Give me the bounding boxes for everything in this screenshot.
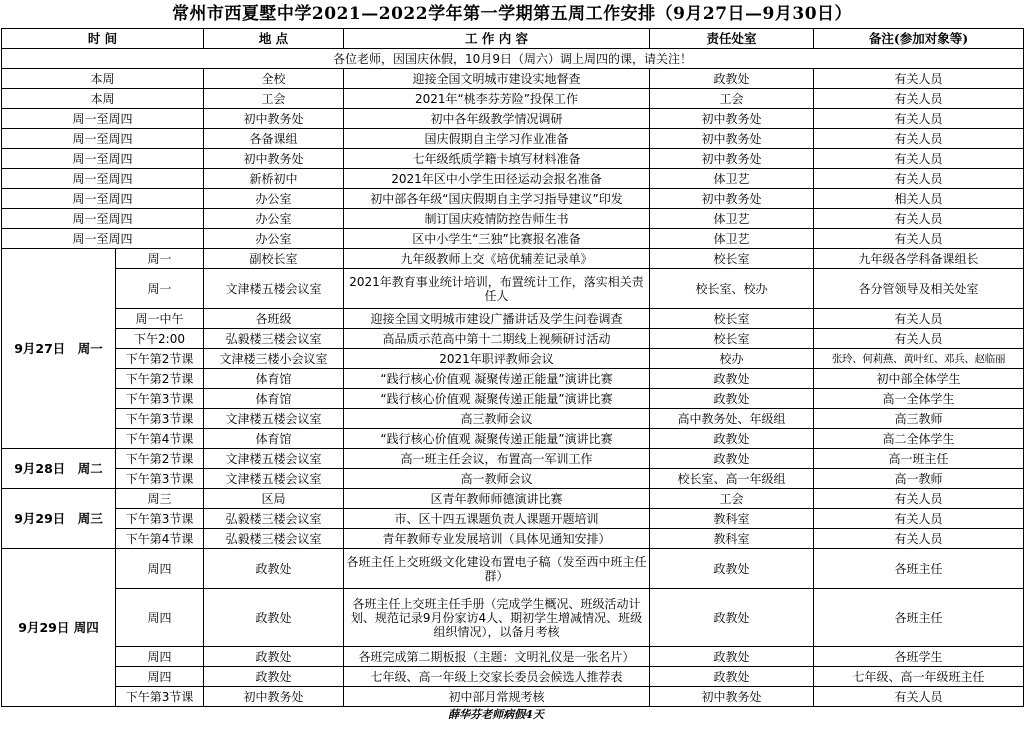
place-cell: 办公室 — [204, 189, 344, 209]
content-cell: 区中小学生“三独”比赛报名准备 — [344, 229, 650, 249]
content-cell: 制订国庆疫情防控告师生书 — [344, 209, 650, 229]
time-cell: 周三 — [116, 489, 204, 509]
place-cell: 政教处 — [204, 647, 344, 667]
time-cell: 下午第2节课 — [116, 349, 204, 369]
day-row — [2, 409, 1024, 429]
dept-cell: 政教处 — [650, 449, 814, 469]
header-row — [2, 29, 1024, 49]
week-row — [2, 89, 1024, 109]
header-time: 时 间 — [2, 29, 204, 49]
week-row — [2, 129, 1024, 149]
day-row — [2, 469, 1024, 489]
footer-table — [1, 707, 1023, 723]
note-cell: 高一全体学生 — [814, 389, 1024, 409]
time-cell: 周一至周四 — [2, 189, 204, 209]
date-cell: 9月29日 周三 — [2, 489, 116, 549]
place-cell: 政教处 — [204, 667, 344, 687]
date-cell: 9月28日 周二 — [2, 449, 116, 489]
day-row — [2, 589, 1024, 647]
note-cell: 有关人员 — [814, 149, 1024, 169]
note-cell: 有关人员 — [814, 109, 1024, 129]
content-cell: 各班主任上交班级文化建设布置电子稿（发至西中班主任群） — [344, 549, 650, 589]
dept-cell: 初中教务处 — [650, 687, 814, 707]
note-cell: 相关人员 — [814, 189, 1024, 209]
content-cell: “践行核心价值观 凝聚传递正能量”演讲比赛 — [344, 369, 650, 389]
day-row — [2, 529, 1024, 549]
content-cell: 各班主任上交班主任手册（完成学生概况、班级活动计划、规范记录9月份家访4人、期初学生增减情况、班级组织情况），以备月考核 — [344, 589, 650, 647]
note-cell: 有关人员 — [814, 89, 1024, 109]
schedule-table — [1, 28, 1024, 707]
dept-cell: 校长室 — [650, 249, 814, 269]
dept-cell: 体卫艺 — [650, 229, 814, 249]
dept-cell: 初中教务处 — [650, 189, 814, 209]
content-cell: 2021年“桃李芬芳险”投保工作 — [344, 89, 650, 109]
note-cell: 有关人员 — [814, 509, 1024, 529]
dept-cell: 政教处 — [650, 69, 814, 89]
dept-cell: 政教处 — [650, 429, 814, 449]
dept-cell: 工会 — [650, 489, 814, 509]
day-row — [2, 249, 1024, 269]
day-row — [2, 349, 1024, 369]
place-cell: 各备课组 — [204, 129, 344, 149]
place-cell: 政教处 — [204, 549, 344, 589]
header-content: 工 作 内 容 — [344, 29, 650, 49]
time-cell: 周一 — [116, 249, 204, 269]
time-cell: 周一至周四 — [2, 209, 204, 229]
note-cell: 有关人员 — [814, 309, 1024, 329]
place-cell: 文津楼五楼会议室 — [204, 269, 344, 309]
time-cell: 下午第3节课 — [116, 509, 204, 529]
dept-cell: 校长室、高一年级组 — [650, 469, 814, 489]
dept-cell: 高中教务处、年级组 — [650, 409, 814, 429]
day-row — [2, 389, 1024, 409]
day-row — [2, 489, 1024, 509]
dept-cell: 校长室、校办 — [650, 269, 814, 309]
place-cell: 弘毅楼三楼会议室 — [204, 329, 344, 349]
place-cell: 弘毅楼三楼会议室 — [204, 529, 344, 549]
place-cell: 各班级 — [204, 309, 344, 329]
content-cell: 高品质示范高中第十二期线上视频研讨活动 — [344, 329, 650, 349]
time-cell: 周一 — [116, 269, 204, 309]
note-cell: 高二全体学生 — [814, 429, 1024, 449]
place-cell: 副校长室 — [204, 249, 344, 269]
dept-cell: 教科室 — [650, 509, 814, 529]
place-cell: 体育馆 — [204, 389, 344, 409]
time-cell: 周一至周四 — [2, 229, 204, 249]
dept-cell: 政教处 — [650, 389, 814, 409]
note-cell: 各分管领导及相关处室 — [814, 269, 1024, 309]
time-cell: 周一至周四 — [2, 129, 204, 149]
place-cell: 办公室 — [204, 229, 344, 249]
note-cell: 高三教师 — [814, 409, 1024, 429]
note-cell: 有关人员 — [814, 69, 1024, 89]
content-cell: 2021年教育事业统计培训，布置统计工作，落实相关责任人 — [344, 269, 650, 309]
header-note: 备注(参加对象等) — [814, 29, 1024, 49]
place-cell: 文津楼五楼会议室 — [204, 469, 344, 489]
note-cell: 有关人员 — [814, 489, 1024, 509]
place-cell: 体育馆 — [204, 429, 344, 449]
dept-cell: 政教处 — [650, 589, 814, 647]
content-cell: 七年级纸质学籍卡填写材料准备 — [344, 149, 650, 169]
time-cell: 周一至周四 — [2, 169, 204, 189]
week-row — [2, 69, 1024, 89]
content-cell: 区青年教师师德演讲比赛 — [344, 489, 650, 509]
note-cell: 张玲、何莉燕、黄叶红、邓兵、赵临丽 — [814, 349, 1024, 369]
dept-cell: 初中教务处 — [650, 149, 814, 169]
place-cell: 政教处 — [204, 589, 344, 647]
content-cell: “践行核心价值观 凝聚传递正能量”演讲比赛 — [344, 389, 650, 409]
place-cell: 初中教务处 — [204, 149, 344, 169]
footer-row — [1, 707, 1023, 723]
day-row — [2, 667, 1024, 687]
place-cell: 体育馆 — [204, 369, 344, 389]
note-cell: 高一教师 — [814, 469, 1024, 489]
dept-cell: 校长室 — [650, 329, 814, 349]
place-cell: 文津楼五楼会议室 — [204, 409, 344, 429]
time-cell: 周四 — [116, 589, 204, 647]
content-cell: 各班完成第二期板报（主题：文明礼仪是一张名片） — [344, 647, 650, 667]
week-row — [2, 229, 1024, 249]
day-row — [2, 329, 1024, 349]
content-cell: 初中各年级教学情况调研 — [344, 109, 650, 129]
place-cell: 弘毅楼三楼会议室 — [204, 509, 344, 529]
place-cell: 工会 — [204, 89, 344, 109]
week-row — [2, 149, 1024, 169]
content-cell: 市、区十四五课题负责人课题开题培训 — [344, 509, 650, 529]
place-cell: 初中教务处 — [204, 109, 344, 129]
dept-cell: 体卫艺 — [650, 209, 814, 229]
content-cell: 迎接全国文明城市建设广播讲话及学生问卷调查 — [344, 309, 650, 329]
week-row — [2, 189, 1024, 209]
header-place: 地 点 — [204, 29, 344, 49]
content-cell: 高一教师会议 — [344, 469, 650, 489]
note-cell: 九年级各学科备课组长 — [814, 249, 1024, 269]
time-cell: 下午第2节课 — [116, 449, 204, 469]
content-cell: 青年教师专业发展培训（具体见通知安排） — [344, 529, 650, 549]
dept-cell: 政教处 — [650, 369, 814, 389]
dept-cell: 初中教务处 — [650, 109, 814, 129]
dept-cell: 政教处 — [650, 667, 814, 687]
time-cell: 周一至周四 — [2, 109, 204, 129]
time-cell: 下午第3节课 — [116, 687, 204, 707]
week-row — [2, 109, 1024, 129]
day-row — [2, 309, 1024, 329]
time-cell: 下午第4节课 — [116, 429, 204, 449]
place-cell: 办公室 — [204, 209, 344, 229]
place-cell: 初中教务处 — [204, 687, 344, 707]
time-cell: 下午第4节课 — [116, 529, 204, 549]
place-cell: 区局 — [204, 489, 344, 509]
note-cell: 有关人员 — [814, 687, 1024, 707]
note-cell: 有关人员 — [814, 529, 1024, 549]
day-row — [2, 647, 1024, 667]
note-cell: 各班主任 — [814, 549, 1024, 589]
note-cell: 七年级、高一年级班主任 — [814, 667, 1024, 687]
day-row — [2, 369, 1024, 389]
time-cell: 周四 — [116, 549, 204, 589]
time-cell: 下午第3节课 — [116, 409, 204, 429]
dept-cell: 体卫艺 — [650, 169, 814, 189]
day-row — [2, 509, 1024, 529]
notice: 各位老师，因国庆休假，10月9日（周六）调上周四的课，请关注！ — [2, 49, 1024, 69]
schedule-body — [2, 29, 1024, 707]
notice-row — [2, 49, 1024, 69]
note-cell: 有关人员 — [814, 169, 1024, 189]
content-cell: 初中部月常规考核 — [344, 687, 650, 707]
date-cell: 9月27日 周一 — [2, 249, 116, 449]
time-cell: 周四 — [116, 647, 204, 667]
place-cell: 文津楼三楼小会议室 — [204, 349, 344, 369]
content-cell: 国庆假期自主学习作业准备 — [344, 129, 650, 149]
time-cell: 周一中午 — [116, 309, 204, 329]
content-cell: 2021年职评教师会议 — [344, 349, 650, 369]
day-row — [2, 429, 1024, 449]
note-cell: 高一班主任 — [814, 449, 1024, 469]
day-row — [2, 687, 1024, 707]
note-cell: 有关人员 — [814, 209, 1024, 229]
note-cell: 各班主任 — [814, 589, 1024, 647]
place-cell: 全校 — [204, 69, 344, 89]
time-cell: 下午第3节课 — [116, 469, 204, 489]
footer-note: 薛华芬老师病假4天 — [448, 708, 544, 721]
time-cell: 周四 — [116, 667, 204, 687]
content-cell: 2021年区中小学生田径运动会报名准备 — [344, 169, 650, 189]
place-cell: 新桥初中 — [204, 169, 344, 189]
content-cell: “践行核心价值观 凝聚传递正能量”演讲比赛 — [344, 429, 650, 449]
content-cell: 高三教师会议 — [344, 409, 650, 429]
dept-cell: 政教处 — [650, 549, 814, 589]
time-cell: 下午2:00 — [116, 329, 204, 349]
note-cell: 有关人员 — [814, 329, 1024, 349]
dept-cell: 教科室 — [650, 529, 814, 549]
day-row — [2, 549, 1024, 589]
dept-cell: 初中教务处 — [650, 129, 814, 149]
dept-cell: 校长室 — [650, 309, 814, 329]
week-row — [2, 209, 1024, 229]
note-cell: 有关人员 — [814, 229, 1024, 249]
header-dept: 责任处室 — [650, 29, 814, 49]
note-cell: 有关人员 — [814, 129, 1024, 149]
content-cell: 初中部各年级“国庆假期自主学习指导建议”印发 — [344, 189, 650, 209]
week-row — [2, 169, 1024, 189]
content-cell: 高一班主任会议，布置高一军训工作 — [344, 449, 650, 469]
time-cell: 下午第2节课 — [116, 369, 204, 389]
content-cell: 七年级、高一年级上交家长委员会候选人推荐表 — [344, 667, 650, 687]
content-cell: 九年级教师上交《培优辅差记录单》 — [344, 249, 650, 269]
time-cell: 下午第3节课 — [116, 389, 204, 409]
note-cell: 初中部全体学生 — [814, 369, 1024, 389]
dept-cell: 工会 — [650, 89, 814, 109]
time-cell: 周一至周四 — [2, 149, 204, 169]
time-cell: 本周 — [2, 89, 204, 109]
time-cell: 本周 — [2, 69, 204, 89]
day-row — [2, 269, 1024, 309]
date-cell: 9月29日 周四 — [2, 549, 116, 707]
page-title: 常州市西夏墅中学2021—2022学年第一学期第五周工作安排（9月27日—9月30日） — [171, 4, 853, 24]
place-cell: 文津楼五楼会议室 — [204, 449, 344, 469]
note-cell: 各班学生 — [814, 647, 1024, 667]
content-cell: 迎接全国文明城市建设实地督查 — [344, 69, 650, 89]
dept-cell: 政教处 — [650, 647, 814, 667]
dept-cell: 校办 — [650, 349, 814, 369]
day-row — [2, 449, 1024, 469]
